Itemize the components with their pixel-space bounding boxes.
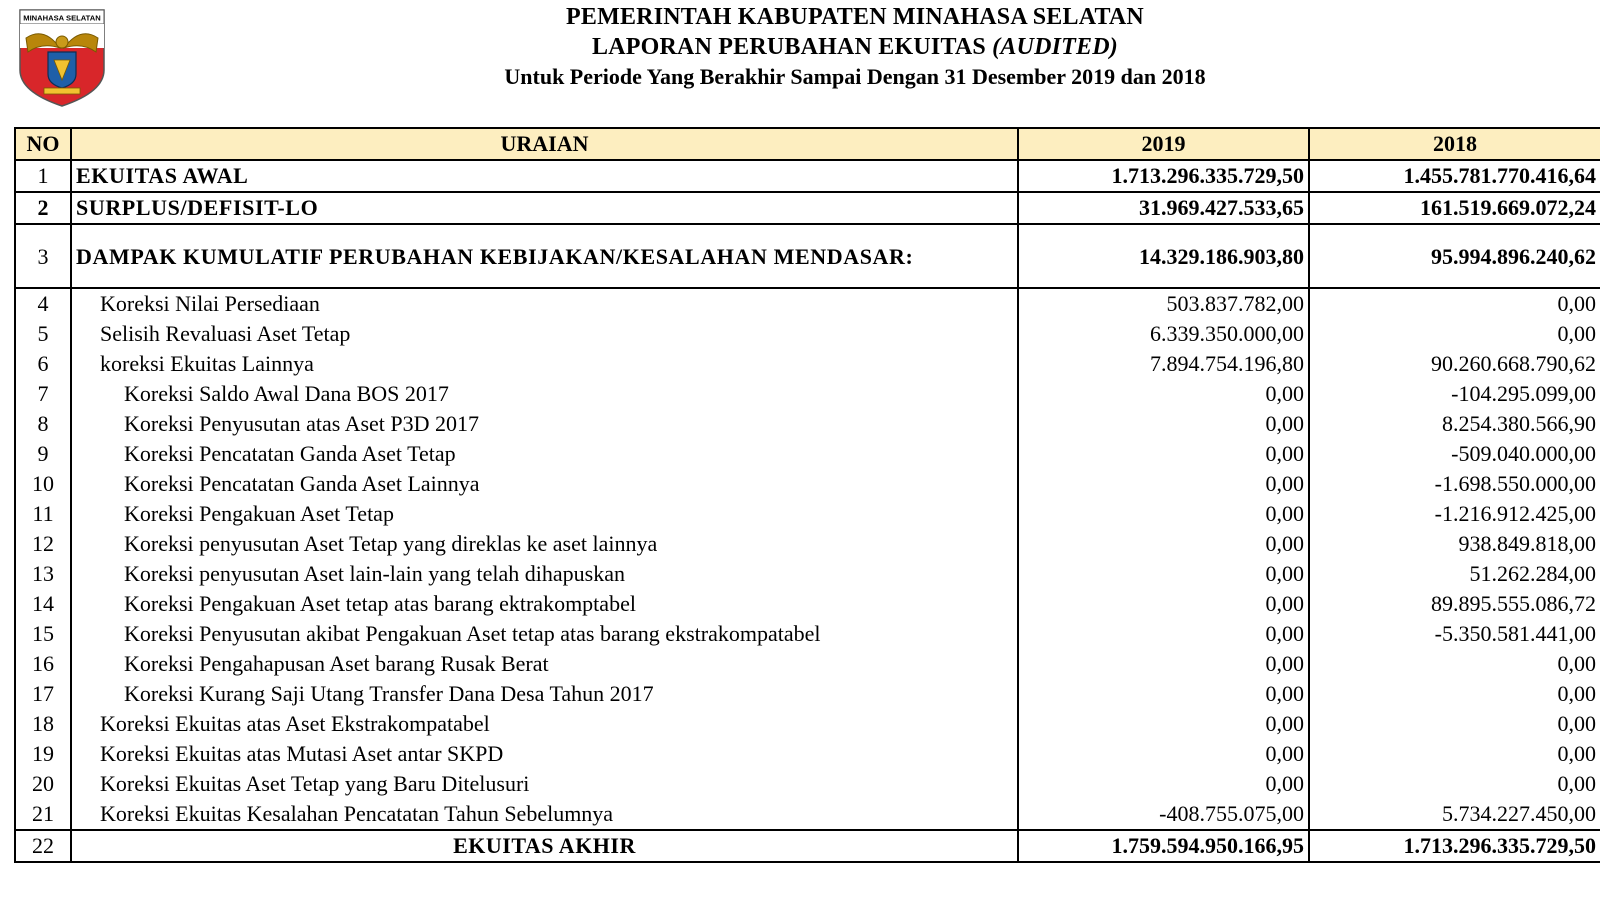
table-row — [15, 319, 1600, 349]
row-value-2019: 0,00 — [1018, 739, 1309, 769]
column-header-no: NO — [15, 128, 71, 160]
row-description: koreksi Ekuitas Lainnya — [71, 349, 1018, 379]
report-period: Untuk Periode Yang Berakhir Sampai Dengan 31 Desember 2019 dan 2018 — [504, 64, 1206, 89]
row-value-2019: 0,00 — [1018, 619, 1309, 649]
table-row — [15, 589, 1600, 619]
regency-logo — [18, 8, 106, 108]
table-row — [15, 160, 1600, 192]
row-no: 7 — [15, 379, 71, 409]
row-no: 11 — [15, 499, 71, 529]
row-value-2019: 14.329.186.903,80 — [1018, 224, 1309, 288]
row-value-2018: 90.260.668.790,62 — [1309, 349, 1600, 379]
logo-text: MINAHASA SELATAN — [23, 13, 101, 23]
table-row — [15, 619, 1600, 649]
row-value-2018: 0,00 — [1309, 319, 1600, 349]
row-description: Selisih Revaluasi Aset Tetap — [71, 319, 1018, 349]
row-value-2018: -104.295.099,00 — [1309, 379, 1600, 409]
row-description: SURPLUS/DEFISIT-LO — [71, 192, 1018, 224]
row-value-2019: 31.969.427.533,65 — [1018, 192, 1309, 224]
row-value-2019: 1.713.296.335.729,50 — [1018, 160, 1309, 192]
row-description: DAMPAK KUMULATIF PERUBAHAN KEBIJAKAN/KESALAHAN MENDASAR: — [71, 224, 1018, 288]
table-row — [15, 499, 1600, 529]
row-description: Koreksi Ekuitas atas Mutasi Aset antar SKPD — [71, 739, 1018, 769]
row-no: 22 — [15, 830, 71, 862]
row-no: 15 — [15, 619, 71, 649]
column-header-uraian: URAIAN — [71, 128, 1018, 160]
row-value-2019: 0,00 — [1018, 559, 1309, 589]
row-description: Koreksi Pengakuan Aset tetap atas barang ektrakomptabel — [71, 589, 1018, 619]
report-title-main: LAPORAN PERUBAHAN EKUITAS — [592, 34, 986, 60]
row-description: Koreksi penyusutan Aset Tetap yang direklas ke aset lainnya — [71, 529, 1018, 559]
table-row — [15, 799, 1600, 830]
row-no: 10 — [15, 469, 71, 499]
table-row-total — [15, 830, 1600, 862]
row-value-2019: 0,00 — [1018, 679, 1309, 709]
table-row — [15, 349, 1600, 379]
row-no: 18 — [15, 709, 71, 739]
row-no: 6 — [15, 349, 71, 379]
row-description: Koreksi Penyusutan atas Aset P3D 2017 — [71, 409, 1018, 439]
row-value-2019: 0,00 — [1018, 529, 1309, 559]
row-value-2018: 0,00 — [1309, 288, 1600, 319]
row-no: 9 — [15, 439, 71, 469]
row-value-2019: 0,00 — [1018, 409, 1309, 439]
table-row — [15, 288, 1600, 319]
table-row — [15, 709, 1600, 739]
row-value-2019: -408.755.075,00 — [1018, 799, 1309, 830]
table-row — [15, 649, 1600, 679]
row-no: 2 — [15, 192, 71, 224]
row-value-2019: 503.837.782,00 — [1018, 288, 1309, 319]
table-row — [15, 529, 1600, 559]
table-row — [15, 559, 1600, 589]
row-value-2018: 89.895.555.086,72 — [1309, 589, 1600, 619]
row-no: 1 — [15, 160, 71, 192]
row-value-2018: 8.254.380.566,90 — [1309, 409, 1600, 439]
row-description: Koreksi Ekuitas Aset Tetap yang Baru Ditelusuri — [71, 769, 1018, 799]
row-value-2018: 0,00 — [1309, 709, 1600, 739]
row-no: 13 — [15, 559, 71, 589]
row-value-2019: 0,00 — [1018, 439, 1309, 469]
row-value-2019: 0,00 — [1018, 709, 1309, 739]
row-value-2018: 0,00 — [1309, 769, 1600, 799]
row-value-2018: 0,00 — [1309, 739, 1600, 769]
row-description: Koreksi Ekuitas Kesalahan Pencatatan Tahun Sebelumnya — [71, 799, 1018, 830]
row-value-2018: -509.040.000,00 — [1309, 439, 1600, 469]
row-no: 20 — [15, 769, 71, 799]
row-no: 5 — [15, 319, 71, 349]
row-no: 4 — [15, 288, 71, 319]
row-value-2019: 0,00 — [1018, 769, 1309, 799]
row-description: EKUITAS AKHIR — [71, 830, 1018, 862]
row-value-2019: 0,00 — [1018, 379, 1309, 409]
row-value-2018: 0,00 — [1309, 649, 1600, 679]
row-value-2019: 0,00 — [1018, 649, 1309, 679]
row-value-2019: 1.759.594.950.166,95 — [1018, 830, 1309, 862]
row-no: 8 — [15, 409, 71, 439]
table-row — [15, 469, 1600, 499]
government-title: PEMERINTAH KABUPATEN MINAHASA SELATAN — [566, 4, 1144, 30]
row-value-2018: 161.519.669.072,24 — [1309, 192, 1600, 224]
row-value-2018: 1.713.296.335.729,50 — [1309, 830, 1600, 862]
row-value-2019: 7.894.754.196,80 — [1018, 349, 1309, 379]
row-description: Koreksi Pencatatan Ganda Aset Lainnya — [71, 469, 1018, 499]
table-header-row — [15, 128, 1600, 160]
row-value-2018: -5.350.581.441,00 — [1309, 619, 1600, 649]
row-value-2018: -1.216.912.425,00 — [1309, 499, 1600, 529]
row-description: Koreksi Pengakuan Aset Tetap — [71, 499, 1018, 529]
table-row — [15, 739, 1600, 769]
table-row — [15, 192, 1600, 224]
row-value-2018: -1.698.550.000,00 — [1309, 469, 1600, 499]
row-value-2018: 95.994.896.240,62 — [1309, 224, 1600, 288]
row-description: Koreksi Ekuitas atas Aset Ekstrakompatabel — [71, 709, 1018, 739]
row-description: Koreksi Penyusutan akibat Pengakuan Aset tetap atas barang ekstrakompatabel — [71, 619, 1018, 649]
row-description: Koreksi penyusutan Aset lain-lain yang telah dihapuskan — [71, 559, 1018, 589]
column-header-2019: 2019 — [1018, 128, 1309, 160]
equity-changes-table — [14, 127, 1600, 863]
column-header-2018: 2018 — [1309, 128, 1600, 160]
report-title-audited: (AUDITED) — [992, 34, 1118, 60]
report-title — [110, 32, 1600, 62]
table-row — [15, 409, 1600, 439]
row-value-2019: 0,00 — [1018, 589, 1309, 619]
row-value-2018: 0,00 — [1309, 679, 1600, 709]
row-no: 14 — [15, 589, 71, 619]
table-row — [15, 439, 1600, 469]
table-row — [15, 379, 1600, 409]
report-header — [110, 2, 1600, 92]
row-value-2018: 5.734.227.450,00 — [1309, 799, 1600, 830]
row-no: 12 — [15, 529, 71, 559]
row-description: Koreksi Pengahapusan Aset barang Rusak Berat — [71, 649, 1018, 679]
row-description: Koreksi Saldo Awal Dana BOS 2017 — [71, 379, 1018, 409]
row-no: 21 — [15, 799, 71, 830]
row-no: 19 — [15, 739, 71, 769]
row-description: EKUITAS AWAL — [71, 160, 1018, 192]
row-value-2019: 6.339.350.000,00 — [1018, 319, 1309, 349]
row-description: Koreksi Pencatatan Ganda Aset Tetap — [71, 439, 1018, 469]
row-value-2018: 1.455.781.770.416,64 — [1309, 160, 1600, 192]
row-value-2018: 51.262.284,00 — [1309, 559, 1600, 589]
row-no: 16 — [15, 649, 71, 679]
row-no: 3 — [15, 224, 71, 288]
row-description: Koreksi Nilai Persediaan — [71, 288, 1018, 319]
table-row — [15, 679, 1600, 709]
table-row — [15, 224, 1600, 288]
table-row — [15, 769, 1600, 799]
row-value-2019: 0,00 — [1018, 469, 1309, 499]
row-value-2019: 0,00 — [1018, 499, 1309, 529]
row-description: Koreksi Kurang Saji Utang Transfer Dana Desa Tahun 2017 — [71, 679, 1018, 709]
row-no: 17 — [15, 679, 71, 709]
row-value-2018: 938.849.818,00 — [1309, 529, 1600, 559]
